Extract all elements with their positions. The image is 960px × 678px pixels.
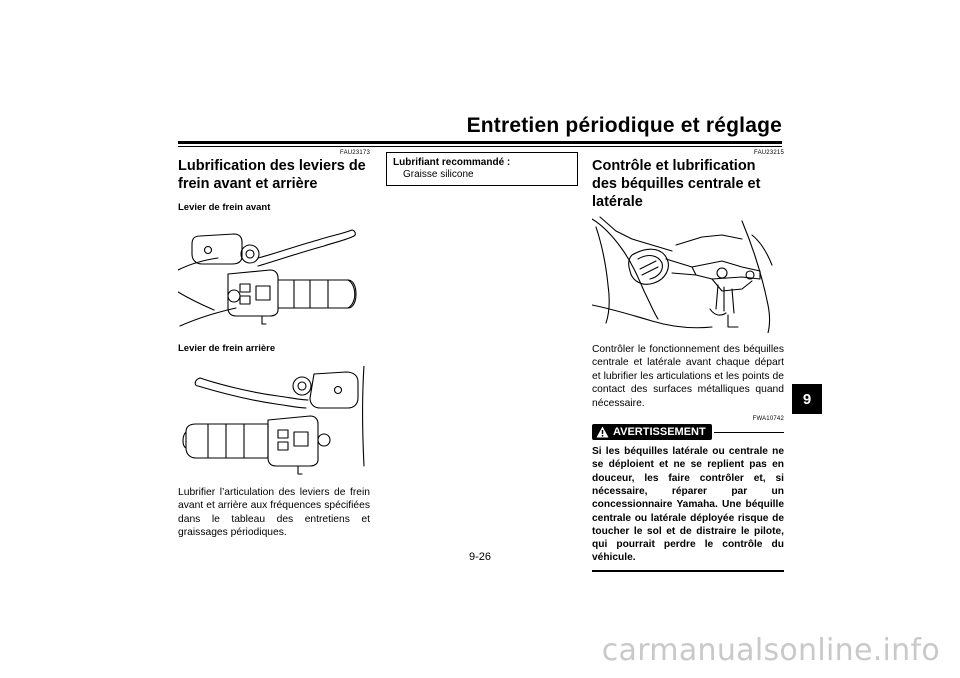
recommended-lubricant-value: Graisse silicone bbox=[403, 169, 474, 180]
front-brake-lever-label: Levier de frein avant bbox=[178, 202, 271, 213]
header-rule-thin bbox=[178, 146, 782, 147]
header-rule bbox=[178, 141, 782, 144]
front-brake-lever-illustration bbox=[178, 228, 370, 333]
recommended-lubricant-label: Lubrifiant recommandé : bbox=[393, 157, 511, 168]
brake-lever-instructions: Lubrifier l’articulation des leviers de frein avant et arrière aux fréquences spécifiées dans le tableau des entretiens et graissages périodiques. bbox=[178, 487, 370, 539]
stands-instructions: Contrôler le fonctionnement des béquilles centrale et latérale avant chaque départ et lubrifier les articulations et les points de contact des surfaces métalliques quand nécessaire. bbox=[592, 344, 784, 409]
section-title-brake-levers: Lubrification des leviers de frein avant et arrière bbox=[178, 158, 366, 192]
section-title-stands: Contrôle et lubrification des béquilles centrale et latérale bbox=[592, 158, 761, 210]
left-column bbox=[178, 150, 370, 540]
section-code: FAU23173 bbox=[340, 150, 370, 156]
right-column bbox=[592, 150, 784, 572]
page-number: 9-26 bbox=[468, 551, 492, 563]
rear-brake-lever-label: Levier de frein arrière bbox=[178, 343, 276, 354]
warning-badge bbox=[592, 424, 712, 440]
warning-header bbox=[592, 424, 784, 440]
section-code: FAU23215 bbox=[754, 150, 784, 156]
page-header-title: Entretien périodique et réglage bbox=[466, 114, 782, 137]
warning-header-rule bbox=[714, 432, 784, 433]
warning-triangle-icon bbox=[596, 426, 609, 438]
watermark: carmanualsonline.info bbox=[601, 633, 940, 668]
warning-bottom-rule bbox=[592, 570, 784, 572]
warning-label: AVERTISSEMENT bbox=[613, 426, 706, 439]
chapter-tab: 9 bbox=[792, 384, 822, 414]
stands-illustration bbox=[592, 215, 784, 333]
recommended-lubricant-box bbox=[386, 152, 578, 186]
rear-brake-lever-illustration bbox=[178, 366, 370, 476]
warning-text: Si les béquilles latérale ou centrale ne se déploient et ne se replient pas en douceur, les faire contrôler et, si nécessaire, réparer par un concessionnaire Yamaha. Une béquille centrale ou latérale déployée risque de toucher le sol et de distraire le pilote, qui pourrait perdre le contrôle du véhicule. bbox=[592, 446, 784, 564]
warning-code: FWA10742 bbox=[752, 416, 784, 423]
